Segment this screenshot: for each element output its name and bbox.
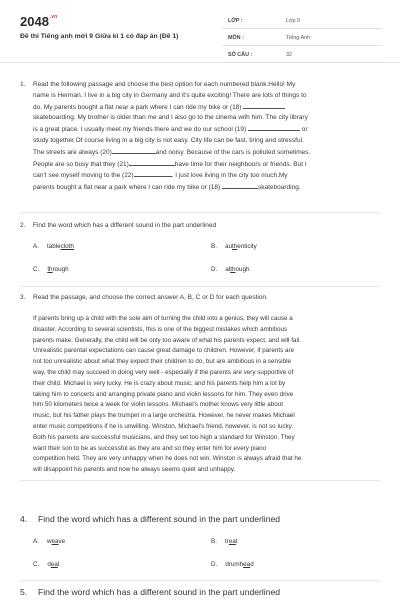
question-text: Find the word which has a different sound in the part underlined: [38, 514, 281, 524]
meta-info: [222, 13, 382, 64]
header: [0, 0, 400, 63]
passage-line: name is Herman. I live in a big city in Germany and it's quite exciting! There are lots of things to: [33, 91, 307, 99]
passage-line: Unrealistic parental expectations can cause great damage to children. However, if parents are: [33, 347, 295, 355]
passage-line: enter music competitions if he is unwilling. Winston, Michael's friend, however, is not so lucky.: [33, 422, 294, 430]
blank-19[interactable]: [248, 124, 300, 131]
question-number: 4.: [20, 514, 28, 524]
passage-line: Read the following passage and choose the best option for each numbered blank.Hello! My: [33, 81, 296, 88]
passage-text: and noisy. Because of the cars is polluted sometimes.: [155, 148, 311, 156]
option-text: ough: [235, 266, 250, 273]
option-label: D.: [211, 561, 218, 568]
meta-value: 32: [286, 52, 292, 58]
passage-line: Both his parents are successful musicians, and they set too high a standard for Winston. They: [33, 433, 295, 441]
blank-18-repeat[interactable]: [222, 182, 258, 189]
option-text: rough: [52, 266, 69, 273]
option-text: l: [57, 561, 60, 568]
option-b[interactable]: [211, 538, 238, 545]
meta-row-class: [222, 13, 382, 29]
option-d[interactable]: [211, 266, 250, 273]
divider: [20, 212, 380, 213]
divider: [20, 580, 380, 581]
question-text: Find the word which has a different sound in the part underlined: [33, 222, 217, 229]
option-text: w: [46, 538, 52, 545]
meta-row-count: [222, 47, 382, 63]
underlined-part: th: [47, 266, 53, 273]
question-text: Find the word which has a different sound in the part underlined: [38, 587, 281, 597]
passage-line: [33, 102, 380, 114]
blank-21[interactable]: [129, 159, 175, 166]
option-c[interactable]: [33, 266, 69, 273]
option-a[interactable]: [33, 243, 74, 250]
passage-line: him 50 kilometers twice a week for violin lessons. Michael's mother knows very little about: [33, 401, 284, 409]
passage-line: music, but his father plays the trumpet in a large orchestra. However, he never makes Michael: [33, 412, 295, 420]
question-number: 3.: [20, 294, 26, 301]
underlined-part: ea: [228, 538, 236, 545]
underlined-part: cloth: [60, 243, 74, 250]
passage-line: disaster. According to several scientists, this is one of the biggest mistakes which ambitious: [33, 325, 288, 333]
option-text: ve: [58, 538, 66, 545]
passage-line: If parents bring up a child with the sole aim of turning the child into a genius, they will cause a: [33, 315, 293, 322]
question-1-passage: [33, 80, 380, 194]
passage-text: . I just love living in the city too much.My: [171, 172, 288, 180]
option-text: enticity: [237, 243, 257, 250]
question-3-passage: [33, 314, 378, 476]
passage-text: The streets are always (20): [33, 148, 112, 156]
passage-text: do. My parents bought a flat near a park where I can ride my bike or (18): [33, 103, 242, 111]
passage-line: [33, 182, 380, 194]
passage-line: skateboarding. My brother is older than me and I also go to the cinema with him. The city library: [33, 114, 308, 122]
passage-line: want their son to be as successful as they are and so they enter him for every piano: [33, 444, 267, 452]
passage-line: taking him to concerts and arranging private piano and violin lessons for him. They even drive: [33, 390, 294, 398]
option-text: d: [47, 561, 51, 568]
passage-text: is a great place. I usually meet my friends there and we do our school (19): [33, 126, 247, 134]
passage-text: or: [301, 126, 308, 134]
option-text: d: [250, 561, 254, 568]
blank-18[interactable]: [243, 102, 285, 109]
option-label: A.: [33, 243, 39, 250]
blank-20[interactable]: [112, 147, 156, 154]
passage-line: [33, 147, 380, 159]
option-d[interactable]: [211, 561, 254, 568]
meta-key: LỚP :: [228, 18, 243, 24]
meta-key: MÔN :: [228, 35, 244, 41]
passage-text: People are so busy that they (21): [33, 160, 129, 168]
option-label: B.: [211, 538, 217, 545]
passage-line: will disappoint his parents and now he always seems quiet and unhappy.: [33, 466, 236, 474]
passage-line: way, the child may succeed in doing very well - especially if the parents are very supportive of: [33, 368, 294, 376]
passage-line: not too unrealistic about what they expect their children to do, but are ambitious in a sensible: [33, 358, 291, 366]
option-label: B.: [211, 243, 217, 250]
underlined-part: ea: [243, 561, 251, 568]
passage-line: competition held. They are very unhappy when he does not win. Winston is always afraid that he: [33, 455, 302, 463]
question-4: [20, 513, 380, 525]
passage-text: skateboarding.: [257, 184, 301, 192]
meta-key: SỐ CÂU :: [228, 52, 253, 58]
question-3: [20, 293, 380, 304]
option-text: drumh: [225, 561, 244, 568]
site-logo[interactable]: [20, 14, 57, 29]
question-2: [20, 221, 380, 232]
divider: [20, 480, 380, 481]
logo-main: 2048: [20, 14, 49, 29]
meta-row-subject: [222, 30, 382, 46]
blank-22[interactable]: [134, 170, 172, 177]
underlined-part: th: [231, 243, 238, 250]
underlined-part: ea: [50, 561, 58, 568]
option-text: table: [46, 243, 61, 250]
underlined-part: ea: [51, 538, 59, 545]
passage-line: parents make. Generally, the child will be only too aware of what his parents expect, and will fail.: [33, 336, 301, 344]
passage-text: can't see myself moving to the (22): [33, 172, 134, 180]
option-b[interactable]: [211, 243, 257, 250]
question-number: 2.: [20, 222, 26, 229]
divider: [20, 286, 380, 287]
question-text: Read the passage, and choose the correct answer A, B, C or D for each question.: [33, 294, 268, 301]
passage-line: study together.Of course living in a big city is not easy. City life can be fast, tiring and stressful.: [33, 136, 304, 144]
option-text: t: [235, 538, 238, 545]
passage-line: their child. Michael is very lucky. He is crazy about music, and his parents help him a lot by: [33, 379, 286, 387]
option-text: au: [224, 243, 232, 250]
passage-text: parents bought a flat near a park where I can ride my bike or (18): [33, 184, 221, 192]
passage-line: [33, 124, 380, 136]
meta-value: Lớp 9: [286, 18, 301, 24]
option-label: C.: [33, 266, 40, 273]
option-a[interactable]: [33, 538, 65, 545]
question-1: [20, 80, 380, 194]
option-label: D.: [211, 266, 218, 273]
passage-line: [33, 170, 380, 182]
question-number: 5.: [20, 587, 28, 597]
logo-suffix: .vn: [49, 14, 58, 20]
question-number: 1.: [20, 81, 26, 88]
option-text: tr: [224, 538, 229, 545]
question-5: [20, 586, 380, 598]
option-text: al: [225, 266, 231, 273]
option-c[interactable]: [33, 561, 59, 568]
passage-line: [33, 159, 380, 171]
document-title: Đề thi Tiếng anh mới 9 Giữa kì 1 có đáp án (Đề 1): [20, 33, 179, 40]
underlined-part: th: [230, 266, 236, 273]
option-label: A.: [33, 538, 39, 545]
meta-value: Tiếng Anh: [286, 35, 311, 41]
passage-text: have time for their neighbours or friends. But I: [174, 160, 307, 168]
option-label: C.: [33, 561, 40, 568]
